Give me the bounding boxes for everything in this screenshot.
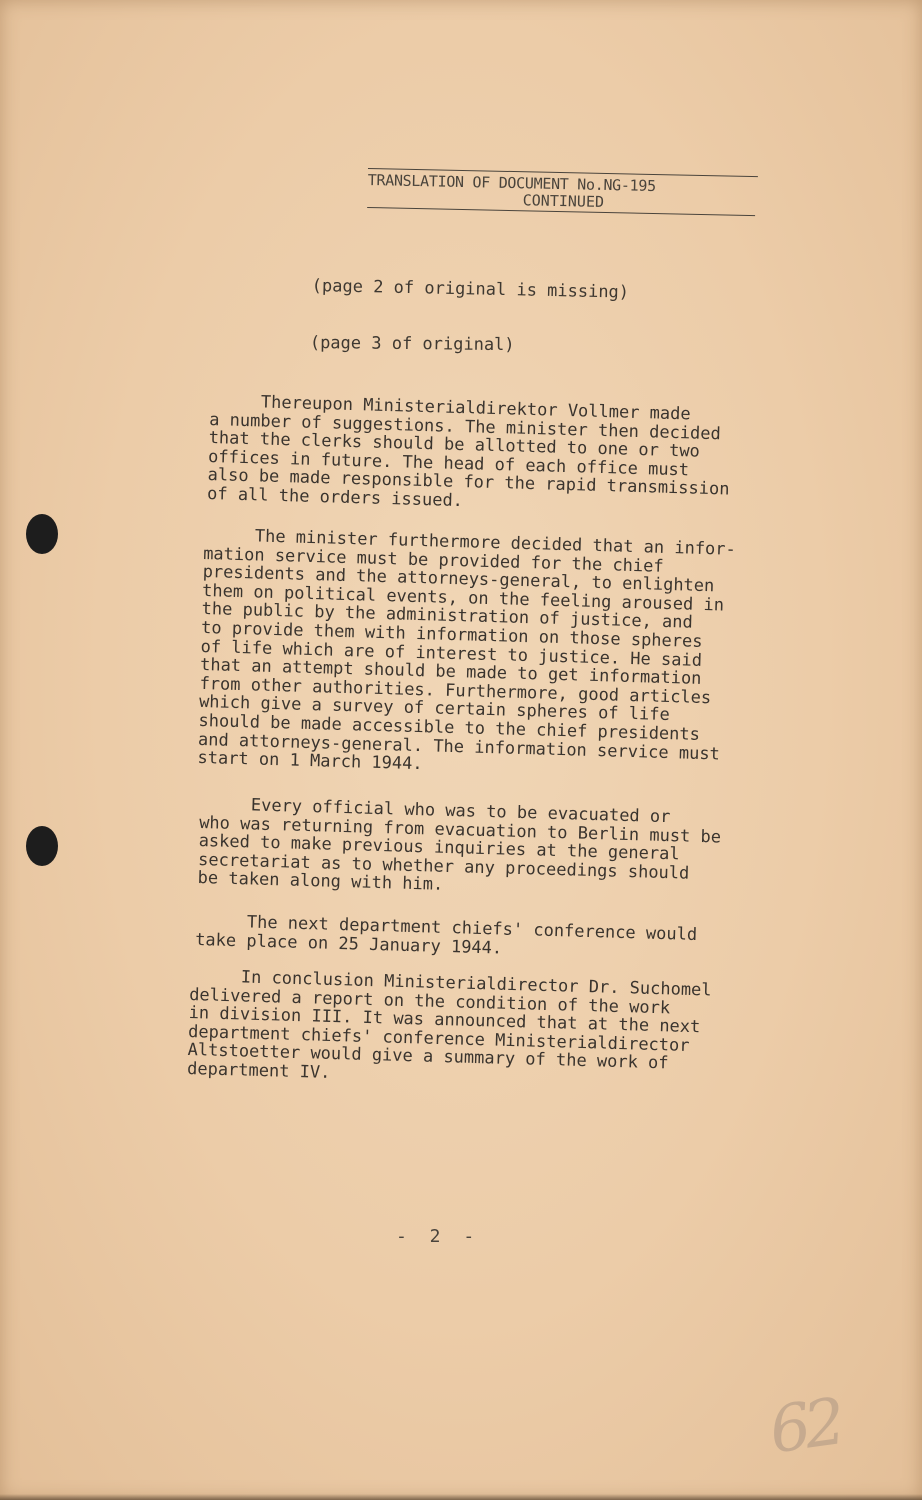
pencil-annotation: 62 — [765, 1385, 845, 1469]
document-subtitle: CONTINUED — [522, 191, 605, 211]
paragraph-evacuation: Every official who was to be evacuated or who was returning from evacuation to Berlin must be asked to make previous inquiries at the general secretariat as to whether any proceedings should be taken along with him. — [197, 794, 722, 896]
missing-page-note: (page 2 of original is missing) — [311, 276, 630, 303]
original-page-note: (page 3 of original) — [309, 333, 515, 356]
paragraph-next-conference: The next department chiefs' conference would take place on 25 January 1944. — [194, 911, 698, 959]
paper-bottom-edge — [0, 1494, 922, 1500]
punch-hole-top — [26, 514, 58, 554]
document-header — [367, 168, 760, 216]
paragraph-suggestions: Thereupon Ministerialdirektor Vollmer made a number of suggestions. The minister then decided that the clerks should be allotted to one or two offices in future. The head of each office must also be made responsible for the rapid transmission of all the orders issued. — [206, 391, 730, 512]
punch-hole-bottom — [26, 826, 58, 866]
page-number: - 2 - — [396, 1226, 481, 1247]
paragraph-information-service: The minister furthermore decided that an infor- mation service must be provided for the chief presidents and the attorneys-general, to enlighten them on political events, on the feeling aroused in the public by the administration of justice, and to provide them with information on those spheres of life which are of interest to justice. He said that an attempt should be made to get information from other authorities. Furthermore, good articles which give a survey of certain spheres of life should be made accessible to the chief presidents and attorneys-general. The information service must start on 1 March 1944. — [197, 525, 737, 775]
document-title: TRANSLATION OF DOCUMENT No.NG-195 — [367, 170, 656, 196]
paragraph-conclusion: In conclusion Ministerialdirector Dr. Suchomel delivered a report on the condition of the work in division III. It was announced that at the next department chiefs' conference Ministerialdirector Altstoetter would give a summary of the work of department IV. — [186, 966, 712, 1083]
